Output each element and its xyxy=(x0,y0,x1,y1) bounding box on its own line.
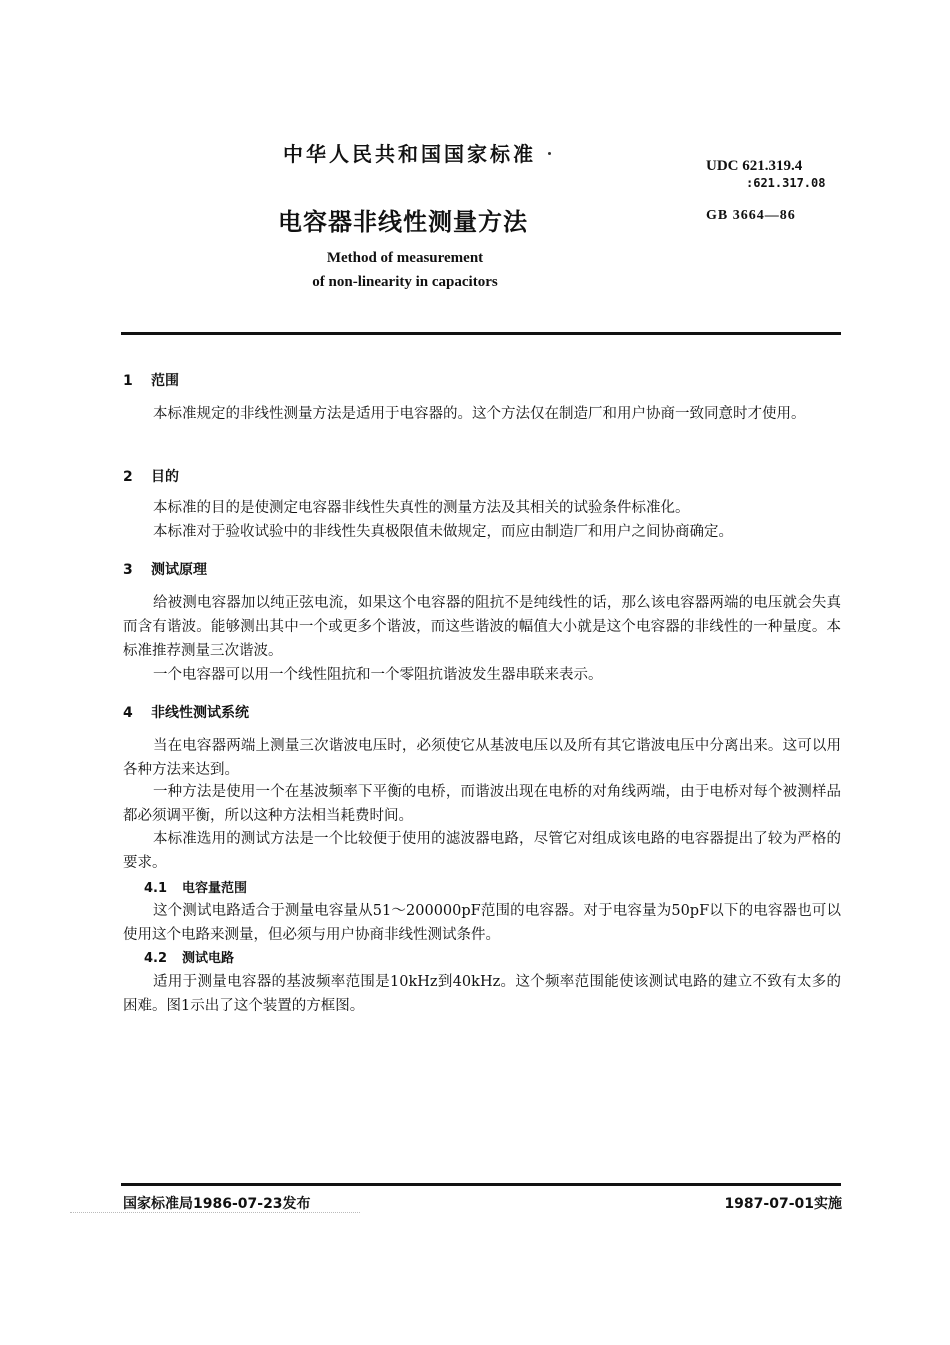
udc-code: UDC 621.319.4 xyxy=(706,158,803,174)
section-number: 2 xyxy=(123,469,133,485)
subsection-title: 测试电路 xyxy=(182,951,235,966)
footer-rule xyxy=(121,1183,841,1186)
section-heading xyxy=(123,702,249,722)
paragraph: 本标准规定的非线性测量方法是适用于电容器的。这个方法仅在制造厂和用户协商一致同意时才使用。 xyxy=(153,406,806,422)
section-number: 4 xyxy=(123,705,133,721)
section-title: 范围 xyxy=(151,373,179,389)
subsection-number: 4.1 xyxy=(144,881,168,896)
paragraph: 本标准的目的是使测定电容器非线性失真性的测量方法及其相关的试验条件标准化。 xyxy=(153,500,690,516)
paragraph: 这个测试电路适合于测量电容量从51～200000pF范围的电容器。对于电容量为50pF以下的电容器也可以使用这个电路来测量，但必须与用户协商非线性测试条件。 xyxy=(123,903,841,943)
section-title: 非线性测试系统 xyxy=(151,705,249,721)
english-title-line-1: Method of measurement xyxy=(326,250,484,266)
document-title: 电容器非线性测量方法 xyxy=(278,207,528,236)
section-heading xyxy=(123,559,207,579)
section-heading xyxy=(123,370,179,390)
section-number: 3 xyxy=(123,562,133,578)
subsection-heading xyxy=(144,947,234,966)
paragraph: 适用于测量电容器的基波频率范围是10kHz到40kHz。这个频率范围能使该测试电路的建立不致有太多的困难。图1示出了这个装置的方框图。 xyxy=(123,974,841,1014)
paragraph: 当在电容器两端上测量三次谐波电压时，必须使它从基波电压以及所有其它谐波电压中分离出来。这可以用各种方法来达到。 xyxy=(123,738,841,778)
paragraph: 一种方法是使用一个在基波频率下平衡的电桥，而谐波出现在电桥的对角线两端，由于电桥对每个被测样品都必须调平衡，所以这种方法相当耗费时间。 xyxy=(123,784,841,824)
paragraph: 给被测电容器加以纯正弦电流，如果这个电容器的阻抗不是纯线性的话，那么该电容器两端的电压就会失真而含有谐波。能够测出其中一个或更多个谐波，而这些谐波的幅值大小就是这个电容器的非线性的一种量度。本标准推荐测量三次谐波。 xyxy=(123,595,841,659)
header-rule xyxy=(121,332,841,335)
paragraph: 本标准对于验收试验中的非线性失真极限值未做规定，而应由制造厂和用户之间协商确定。 xyxy=(153,524,733,540)
subsection-title: 电容量范围 xyxy=(182,881,248,896)
scan-dotted-line xyxy=(70,1212,360,1213)
english-title-line-2: of non-linearity in capacitors xyxy=(312,274,498,290)
subsection-heading xyxy=(144,877,247,896)
effective-date: 1987-07-01实施 xyxy=(724,1196,842,1212)
section-title: 目的 xyxy=(151,469,179,485)
paragraph: 一个电容器可以用一个线性阻抗和一个零阻抗谐波发生器串联来表示。 xyxy=(153,667,603,683)
issue-date: 国家标准局1986-07-23发布 xyxy=(123,1196,311,1212)
gb-code: GB 3664—86 xyxy=(706,208,796,223)
section-number: 1 xyxy=(123,373,133,389)
section-title: 测试原理 xyxy=(151,562,207,578)
udc-code-secondary: :621.317.08 xyxy=(746,176,826,190)
scan-speck xyxy=(548,152,551,155)
paragraph: 本标准选用的测试方法是一个比较便于使用的滤波器电路，尽管它对组成该电路的电容器提出了较为严格的要求。 xyxy=(123,831,841,871)
section-heading xyxy=(123,466,179,486)
subsection-number: 4.2 xyxy=(144,951,168,966)
country-standard-title: 中华人民共和国国家标准 xyxy=(283,142,536,166)
